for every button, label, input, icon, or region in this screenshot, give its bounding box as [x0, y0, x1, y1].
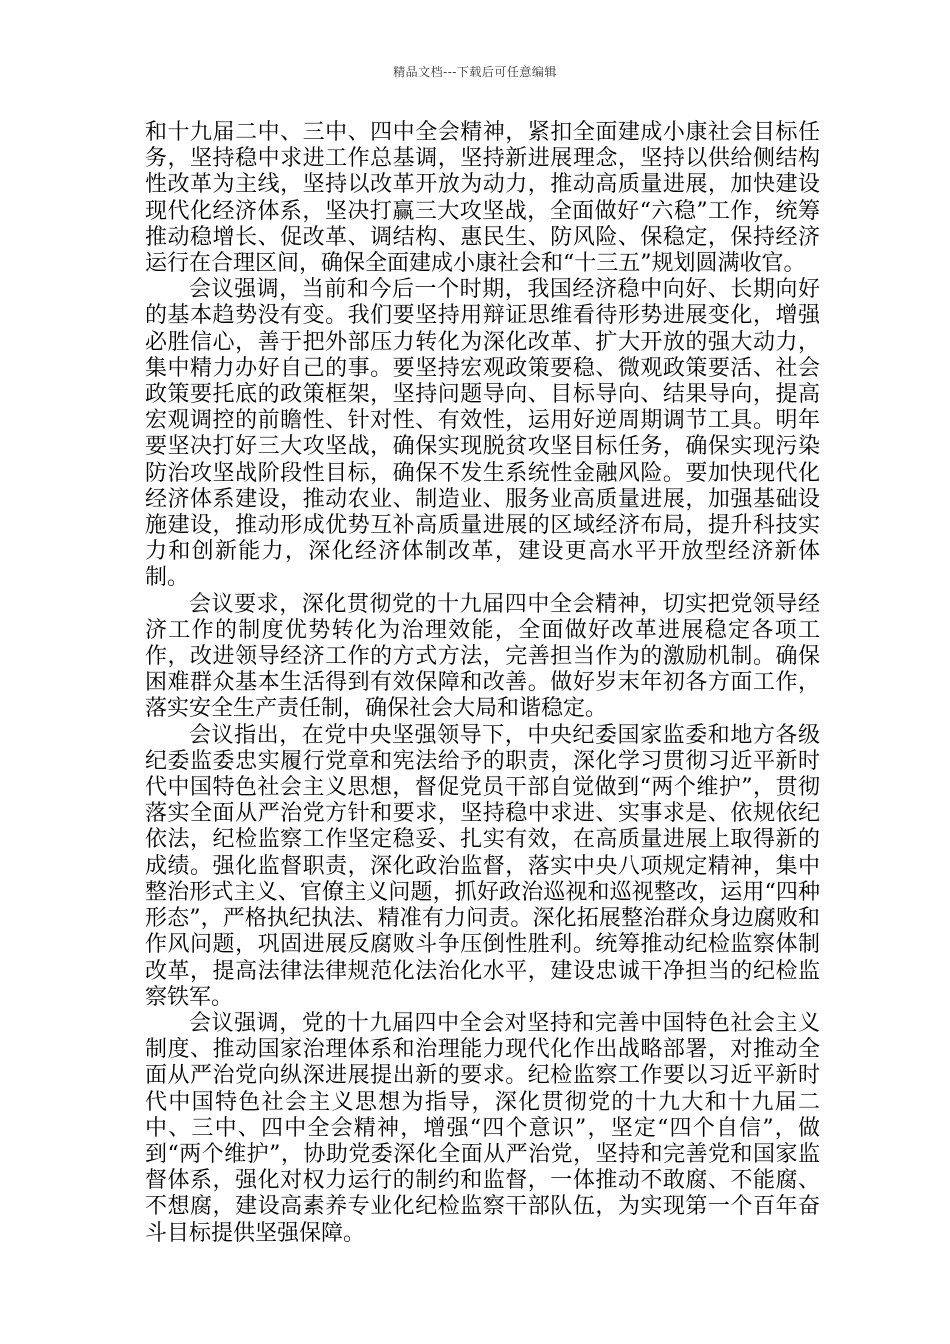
paragraph: 会议要求，深化贯彻党的十九届四中全会精神，切实把党领导经济工作的制度优势转化为治理效能，全面做好改革进展稳定各项工作，改进领导经济工作的方式方法，完善担当作为的激励机制。确保困难群众基本生活得到有效保障和改善。做好岁末年初各方面工作，落实安全生产责任制，确保社会大局和谐稳定。: [145, 591, 820, 722]
paragraph-continued: 和十九届二中、三中、四中全会精神，紧扣全面建成小康社会目标任务，坚持稳中求进工作总基调，坚持新进展理念，坚持以供给侧结构性改革为主线，坚持以改革开放为动力，推动高质量进展，加快建设现代化经济体系，坚决打赢三大攻坚战，全面做好“六稳”工作，统筹推动稳增长、促改革、调结构、惠民生、防风险、保稳定，保持经济运行在合理区间，确保全面建成小康社会和“十三五”规划圆满收官。: [145, 120, 820, 277]
paragraph: 会议强调，党的十九届四中全会对坚持和完善中国特色社会主义制度、推动国家治理体系和治理能力现代化作出战略部署，对推动全面从严治党向纵深进展提出新的要求。纪检监察工作要以习近平新时代中国特色社会主义思想为指导，深化贯彻党的十九大和十九届二中、三中、四中全会精神，增强“四个意识”，坚定“四个自信”，做到“两个维护”，协助党委深化全面从严治党，坚持和完善党和国家监督体系，强化对权力运行的制约和监督，一体推动不敢腐、不能腐、不想腐，建设高素养专业化纪检监察干部队伍，为实现第一个百年奋斗目标提供坚强保障。: [145, 1010, 820, 1246]
document-body: [145, 120, 820, 1247]
paragraph: 会议强调，当前和今后一个时期，我国经济稳中向好、长期向好的基本趋势没有变。我们要坚持用辩证思维看待形势进展变化，增强必胜信心，善于把外部压力转化为深化改革、扩大开放的强大动力，集中精力办好自己的事。要坚持宏观政策要稳、微观政策要活、社会政策要托底的政策框架，坚持问题导向、目标导向、结果导向，提高宏观调控的前瞻性、针对性、有效性，运用好逆周期调节工具。明年要坚决打好三大攻坚战，确保实现脱贫攻坚目标任务，确保实现污染防治攻坚战阶段性目标，确保不发生系统性金融风险。要加快现代化经济体系建设，推动农业、制造业、服务业高质量进展，加强基础设施建设，推动形成优势互补高质量进展的区域经济布局，提升科技实力和创新能力，深化经济体制改革，建设更高水平开放型经济新体制。: [145, 277, 820, 591]
paragraph: 会议指出，在党中央坚强领导下，中央纪委国家监委和地方各级纪委监委忠实履行党章和宪法给予的职责，深化学习贯彻习近平新时代中国特色社会主义思想，督促党员干部自觉做到“两个维护”，贯彻落实全面从严治党方针和要求，坚持稳中求进、实事求是、依规依纪依法，纪检监察工作坚定稳妥、扎实有效，在高质量进展上取得新的成绩。强化监督职责，深化政治监督，落实中央八项规定精神，集中整治形式主义、官僚主义问题，抓好政治巡视和巡视整改，运用“四种形态”，严格执纪执法、精准有力问责。深化拓展整治群众身边腐败和作风问题，巩固进展反腐败斗争压倒性胜利。统筹推动纪检监察体制改革，提高法律法律规范化法治化水平，建设忠诚干净担当的纪检监察铁军。: [145, 722, 820, 1010]
page-header: 精品文档---下载后可任意编辑: [393, 65, 557, 79]
